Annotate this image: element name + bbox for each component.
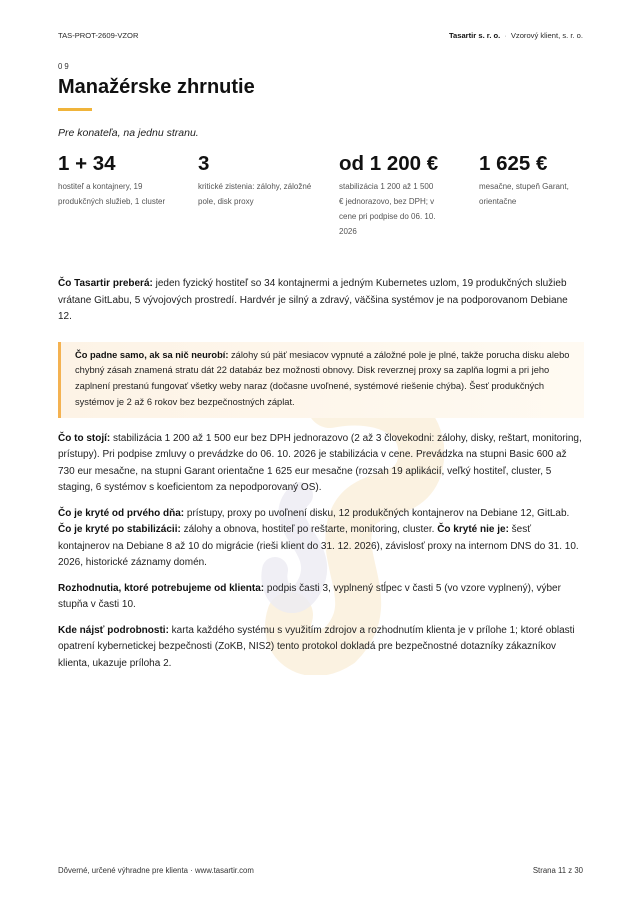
stat-caption: mesačne, stupeň Garant, orientačne (479, 182, 569, 206)
page-footer (58, 866, 583, 875)
stat-hosts (58, 151, 176, 209)
stat-value: 3 (198, 152, 210, 175)
header-separator: · (504, 31, 507, 40)
client-name: Vzorový klient, s. r. o. (510, 31, 583, 40)
page-header (58, 31, 583, 40)
paragraph-label: Čo je kryté od prvého dňa: (58, 507, 185, 519)
stat-value: od 1 200 € (339, 152, 439, 175)
stat-caption: stabilizácia 1 200 až 1 500 € jednorazovo, bez DPH; v cene pri podpise do 06. 10. 2026 (339, 182, 436, 236)
paragraph-label: Čo to stojí: (58, 432, 111, 444)
stat-caption: hostiteľ a kontajnery, 19 produkčných služieb, 1 cluster (58, 182, 166, 206)
stat-value: 1 + 34 (58, 152, 116, 175)
paragraph-label: Čo kryté nie je: (437, 524, 509, 536)
title-accent-bar (58, 108, 92, 111)
paragraph-text: zálohy a obnova, hostiteľ po reštarte, monitoring, cluster. (180, 524, 438, 536)
footer-confidentiality: Dôverné, určené výhradne pre klienta · www.tasartir.com (58, 866, 254, 875)
callout-text: zálohy sú päť mesiacov vypnuté a záložné pole je plné, takže porucha disku alebo chybný zásah znamená stratu dát 22 databáz bez možnosti obnovy. Disk reverznej proxy sa zaplňa logmi a pri jeho zaplnení prestanú fungovať všetky weby naraz (dočasne uvoľnené, systémové riešenie chýba). Šesť produkčných systémov je 2 až 6 rokov bez bezpečnostných záplat. (75, 349, 570, 407)
stat-monthly-price (479, 151, 589, 209)
section-number: 09 (58, 62, 71, 71)
paragraph-coverage (58, 506, 584, 572)
paragraph-text: podpis časti 3, vyplnený stĺpec v časti 5 (vo vzore vyplnený), výber stupňa v časti 10. (58, 582, 561, 611)
paragraph-decisions (58, 581, 584, 614)
header-parties (449, 31, 583, 40)
paragraph-label: Rozhodnutia, ktoré potrebujeme od klienta: (58, 582, 265, 594)
callout-label: Čo padne samo, ak sa nič neurobí: (75, 349, 229, 360)
stat-stabilization-cost (339, 151, 439, 239)
paragraph-text: karta každého systému s využitím zdrojov a rozhodnutím klienta je v prílohe 1; ktoré oblasti opatrení kybernetickej bezpečnosti (ZoKB, NIS2) tento protokol dokladá pre bezpečnostné dotazníky zákazníkov klienta, ukazuje príloha 2. (58, 624, 575, 669)
paragraph-details (58, 623, 584, 673)
document-id: TAS-PROT-2609-VZOR (58, 31, 139, 40)
page-number: Strana 11 z 30 (532, 866, 583, 875)
stat-critical-findings (198, 151, 316, 209)
paragraph-cost (58, 431, 584, 497)
paragraph-text: šesť kontajnerov na Debiane 8 až 10 do migrácie (rieši klient do 31. 12. 2026), závislosť proxy na internom DNS do 31. 10. 2026, historické záznamy domén. (58, 524, 579, 569)
risk-callout (58, 342, 584, 418)
paragraph-label: Kde nájsť podrobnosti: (58, 624, 169, 636)
paragraph-text: stabilizácia 1 200 až 1 500 eur bez DPH jednorazovo (2 až 3 človekodni: zálohy, disky, reštart, monitoring, prístupy). Pri podpise zmluvy o prevádzke do 06. 10. 2026 je stabilizácia v cene. Prevádzka na stupni Basic 600 až 730 eur mesačne, na stupni Garant orientačne 1 625 eur mesačne (rozsah 19 aplikácií, veľký hostiteľ, cluster, 5 staging, 6 systémov s koeficientom za nepodporovaný OS). (58, 432, 582, 494)
company-name: Tasartir s. r. o. (448, 31, 501, 40)
paragraph-text: prístupy, proxy po uvoľnení disku, 12 produkčných kontajnerov na Debiane 12, GitLab. (184, 507, 570, 519)
paragraph-scope (58, 276, 584, 326)
paragraph-text: jeden fyzický hostiteľ so 34 kontajnermi a jedným Kubernetes uzlom, 19 produkčných služieb vrátane GitLabu, 5 vývojových prostredí. Hardvér je silný a zdravý, väčšina systémov je na podporovanom Debiane 12. (58, 278, 568, 322)
paragraph-label: Čo Tasartir preberá: (58, 278, 153, 289)
stat-value: 1 625 € (479, 152, 548, 175)
stat-caption: kritické zistenia: zálohy, záložné pole, disk proxy (198, 182, 312, 206)
page-subtitle: Pre konateľa, na jednu stranu. (58, 127, 199, 139)
paragraph-label: Čo je kryté po stabilizácii: (58, 524, 181, 536)
summary-body (58, 276, 584, 681)
page-title: Manažérske zhrnutie (58, 76, 255, 98)
